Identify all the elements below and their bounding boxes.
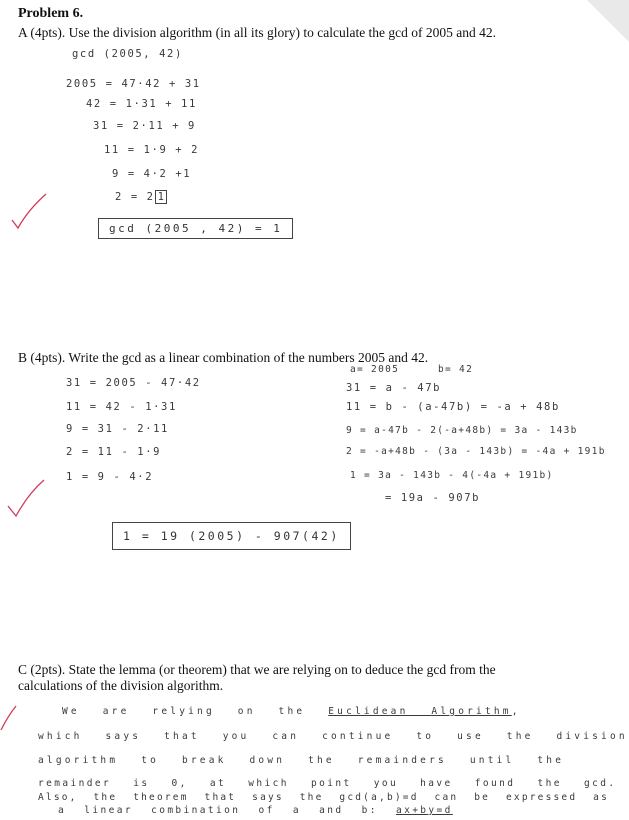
part-c-line: remainder is 0, at which point you have found the gcd. xyxy=(38,778,617,789)
part-b-prompt: B (4pts). Write the gcd as a linear combination of the numbers 2005 and 42. xyxy=(18,350,429,365)
checkmark-icon xyxy=(8,192,48,232)
part-b-result-box: 1 = 19 (2005) - 907(42) xyxy=(112,522,351,550)
part-c-line-text: We are relying on the xyxy=(62,706,329,717)
part-b-right-line: 11 = b - (a-47b) = -a + 48b xyxy=(346,401,560,413)
part-b-left-line: 11 = 42 - 1·31 xyxy=(66,401,177,413)
part-a-step: 11 = 1·9 + 2 xyxy=(104,144,200,156)
part-b-left-line: 1 = 9 - 4·2 xyxy=(66,471,154,483)
part-b-right-line: 1 = 3a - 143b - 4(-4a + 191b) xyxy=(350,470,554,481)
part-a-step: 42 = 1·31 + 11 xyxy=(86,98,197,110)
part-b-right-line: 9 = a-47b - 2(-a+48b) = 3a - 143b xyxy=(346,425,578,436)
linear-combination-text: ax+by=d xyxy=(395,805,453,816)
boxed-remainder: 1 xyxy=(155,190,167,204)
checkmark-icon xyxy=(6,480,46,520)
part-a-heading: gcd (2005, 42) xyxy=(72,48,183,60)
part-a-last-step-text: 2 = 2 xyxy=(115,191,155,203)
part-b-left-line: 2 = 11 - 1·9 xyxy=(66,446,162,458)
part-c-line-text: a linear combination of a and b: xyxy=(58,805,396,816)
part-b-left-line: 9 = 31 - 2·11 xyxy=(66,423,169,435)
euclidean-algorithm-text: Euclidean Algorithm xyxy=(328,706,512,717)
part-c-prompt: C (2pts). State the lemma (or theorem) that we are relying on to deduce the gcd from the calculations of the division algorithm. xyxy=(18,662,496,693)
part-c-line: Also, the theorem that says the gcd(a,b)=d can be expressed as xyxy=(38,792,610,803)
define-b: b= 42 xyxy=(438,364,474,375)
part-c-line: which says that you can continue to use the division xyxy=(38,731,628,742)
problem-title: Problem 6. xyxy=(18,6,84,21)
part-a-last-step xyxy=(115,190,167,204)
part-b-right-line: 2 = -a+48b - (3a - 143b) = -4a + 191b xyxy=(346,446,606,457)
page-corner-fold xyxy=(587,0,629,42)
part-a-prompt: A (4pts). Use the division algorithm (in all its glory) to calculate the gcd of 2005 and 42. xyxy=(18,25,497,40)
define-a: a= 2005 xyxy=(350,364,400,375)
part-b-right-line: = 19a - 907b xyxy=(385,492,481,504)
part-a-step: 2005 = 47·42 + 31 xyxy=(66,78,201,90)
part-c-line-tail: , xyxy=(511,706,521,717)
checkmark-icon xyxy=(0,700,30,740)
part-c-line xyxy=(58,805,453,816)
part-a-step: 9 = 4·2 +1 xyxy=(112,168,192,180)
part-a-result-box: gcd (2005 , 42) = 1 xyxy=(98,218,293,239)
part-a-step: 31 = 2·11 + 9 xyxy=(93,120,196,132)
part-b-right-line: 31 = a - 47b xyxy=(346,382,442,394)
part-c-line xyxy=(62,706,521,717)
part-c-line: algorithm to break down the remainders until the xyxy=(38,755,565,766)
part-b-left-line: 31 = 2005 - 47·42 xyxy=(66,377,201,389)
